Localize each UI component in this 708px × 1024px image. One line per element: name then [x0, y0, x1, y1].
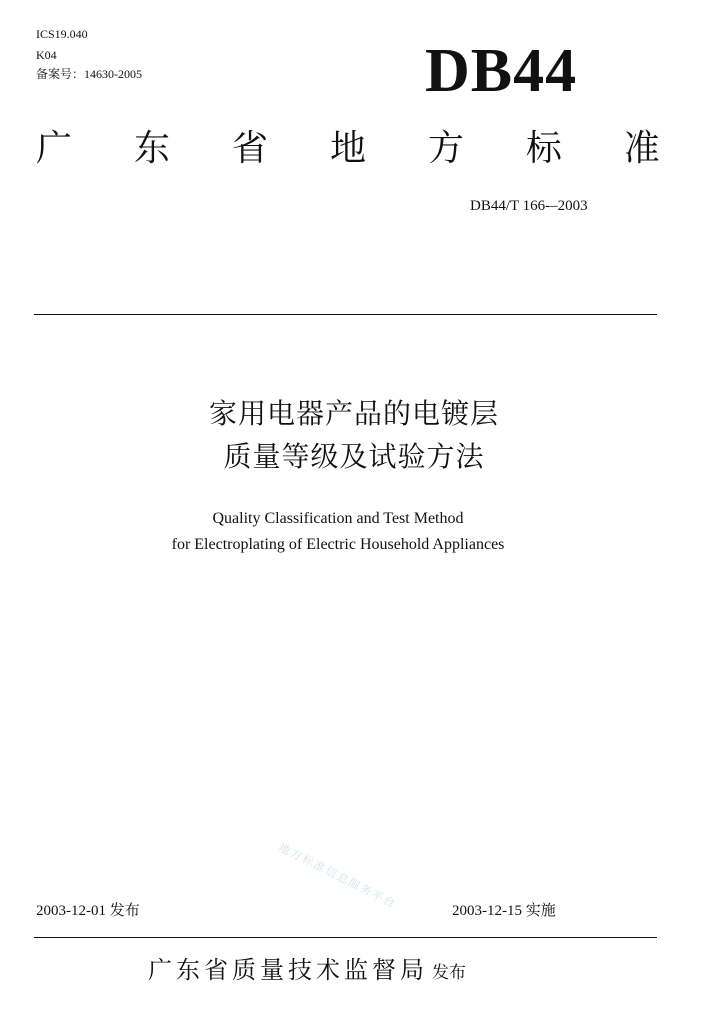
- standard-type-char: 东: [133, 128, 170, 169]
- ics-code: ICS19.040: [36, 27, 88, 41]
- classification-code: K04: [36, 48, 57, 62]
- watermark: 地方标准信息服务平台: [276, 840, 399, 912]
- issuer-name: 广东省质量技术监督局: [148, 956, 428, 984]
- standard-number: DB44/T 166-–2003: [470, 198, 588, 214]
- title-chinese-line-2: 质量等级及试验方法: [223, 440, 485, 473]
- standard-type-char: 广: [36, 128, 73, 169]
- standard-type-char: 标: [525, 128, 562, 169]
- title-english-line-2: for Electroplating of Electric Household Appliances: [171, 536, 505, 553]
- standard-type-char: 方: [427, 128, 464, 169]
- standard-type-heading: [36, 127, 660, 171]
- standard-type-char: 省: [231, 128, 268, 169]
- standard-type-char: 地: [329, 128, 366, 169]
- title-english-line-1: Quality Classification and Test Method: [212, 510, 464, 527]
- implementation-date: 2003-12-15 实施: [452, 903, 556, 919]
- standard-type-char: 准: [623, 128, 660, 169]
- title-chinese-line-1: 家用电器产品的电镀层: [208, 397, 499, 430]
- record-number: 备案号：14630-2005: [36, 67, 142, 81]
- issuer: [148, 950, 466, 985]
- issuer-suffix: 发布: [432, 963, 466, 983]
- top-divider: [34, 314, 657, 315]
- issue-date: 2003-12-01 发布: [36, 903, 140, 919]
- db44-logo: DB44: [425, 37, 578, 105]
- bottom-divider: [34, 937, 657, 938]
